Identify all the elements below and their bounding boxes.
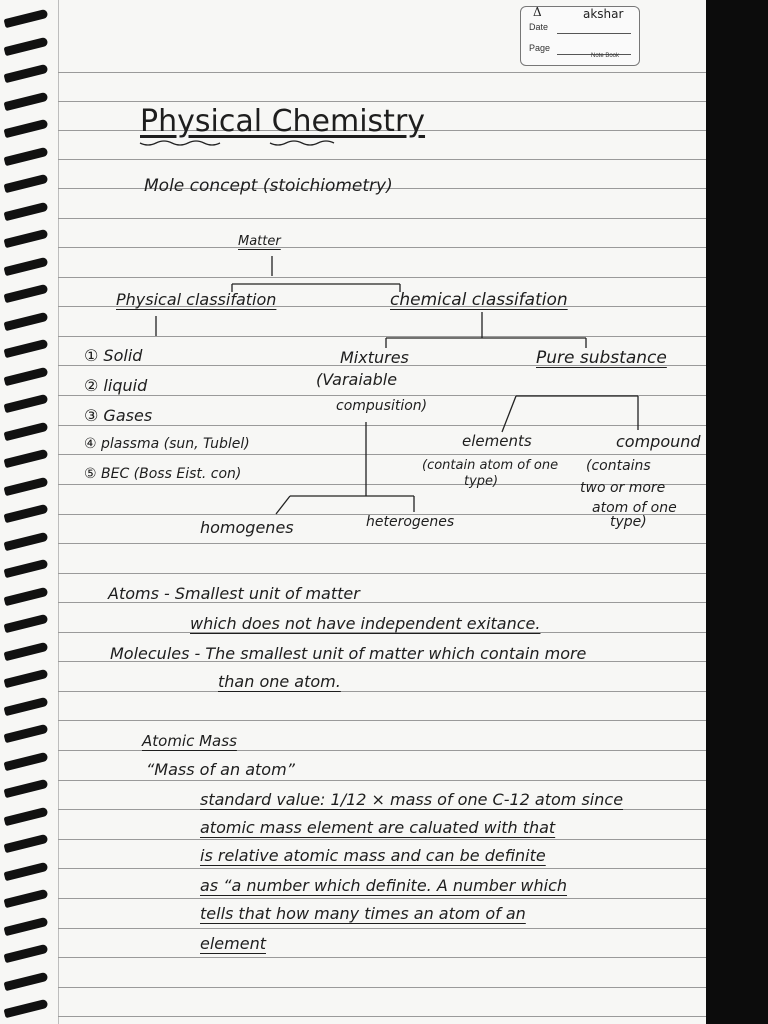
spiral-ring [4,586,49,605]
atoms-definition: Atoms - Smallest unit of matter [108,584,360,603]
state-item: ⑤ BEC (Boss Eist. con) [84,466,242,482]
mixtures-note: compusition) [336,398,428,414]
spiral-ring [4,421,49,440]
heterogenes-label: heterogenes [366,514,455,530]
physical-classification: Physical classifation [116,290,277,309]
spiral-ring [4,229,49,248]
chemical-classification: chemical classifation [390,290,568,310]
ruled-line [58,543,706,544]
spiral-ring [4,449,49,468]
atoms-definition-cont: which does not have independent exitance. [190,614,541,633]
ruled-line [58,218,706,219]
atomic-mass-line: element [200,934,266,953]
spiral-ring [4,724,49,743]
spiral-ring [4,366,49,385]
atomic-mass-line: tells that how many times an atom of an [200,904,526,923]
state-item: ③ Gases [84,406,153,425]
pure-substance-label: Pure substance [536,348,667,368]
page-edge-shadow [706,0,768,1024]
atomic-mass-line: atomic mass element are caluated with that [200,818,556,837]
notebook-label: Note Book [591,53,620,59]
spiral-ring [4,999,49,1018]
spiral-ring [4,64,49,83]
atomic-mass-line: standard value: 1/12 × mass of one C-12 atom since [200,790,624,809]
margin-line [58,0,59,1024]
spiral-ring [4,806,49,825]
spiral-ring [4,476,49,495]
ruled-line [58,425,706,426]
ruled-line [58,336,706,337]
spiral-ring [4,861,49,880]
ruled-line [58,839,706,840]
ruled-line [58,573,706,574]
spiral-ring [4,531,49,550]
spiral-ring [4,641,49,660]
spiral-ring [4,36,49,55]
spiral-binding [0,0,58,1024]
notebook-header [520,6,640,66]
spiral-ring [4,284,49,303]
spiral-ring [4,146,49,165]
subtitle: Mole concept (stoichiometry) [144,176,393,196]
mixtures-note: (Varaiable [316,370,398,389]
molecules-definition: Molecules - The smallest unit of matter which contain more [110,644,587,663]
ruled-line [58,277,706,278]
compound-note: type) [610,514,647,530]
spiral-ring [4,91,49,110]
elements-note: (contain atom of one [422,458,559,473]
molecules-definition-cont: than one atom. [218,672,341,691]
spiral-ring [4,614,49,633]
ruled-line [58,750,706,751]
spiral-ring [4,394,49,413]
brand-name: akshar [583,7,624,21]
ruled-line [58,1016,706,1017]
state-item: ④ plassma (sun, Tublel) [84,436,250,452]
spiral-ring [4,504,49,523]
ruled-line [58,159,706,160]
elements-label: elements [462,432,532,450]
spiral-ring [4,256,49,275]
compound-note: (contains [586,458,651,474]
spiral-ring [4,669,49,688]
atomic-mass-quote: “Mass of an atom” [146,760,295,779]
spiral-ring [4,971,49,990]
page-title: Physical Chemistry [140,104,426,139]
compound-note: two or more [580,480,666,496]
spiral-ring [4,779,49,798]
tree-root-matter: Matter [238,234,281,249]
ruled-line [58,898,706,899]
atomic-mass-line: is relative atomic mass and can be definite [200,846,546,865]
page-label: Page [529,43,551,53]
ruled-line [58,72,706,73]
mixtures-label: Mixtures [340,348,409,367]
ruled-line [58,395,706,396]
spiral-ring [4,944,49,963]
atomic-mass-heading: Atomic Mass [142,732,237,750]
ruled-line [58,928,706,929]
spiral-ring [4,916,49,935]
ruled-line [58,780,706,781]
spiral-ring [4,119,49,138]
ruled-line [58,868,706,869]
tree-line [502,396,516,432]
ruled-line [58,454,706,455]
tree-line [276,496,290,514]
date-line [557,33,631,34]
spiral-ring [4,751,49,770]
spiral-ring [4,889,49,908]
spiral-ring [4,311,49,330]
ruled-line [58,720,706,721]
state-item: ② liquid [84,376,148,395]
spiral-ring [4,339,49,358]
ruled-line [58,809,706,810]
ruled-line [58,101,706,102]
elements-note: type) [464,474,499,489]
atomic-mass-line: as “a number which definite. A number which [200,876,568,895]
title-underline [270,141,334,145]
akshar-logo-icon: Δ [533,5,542,19]
ruled-line [58,691,706,692]
ruled-line [58,987,706,988]
spiral-ring [4,834,49,853]
spiral-ring [4,696,49,715]
compound-note: atom of one [592,500,677,516]
ruled-line [58,247,706,248]
date-label: Date [529,22,549,32]
ruled-line [58,957,706,958]
spiral-ring [4,9,49,28]
spiral-ring [4,201,49,220]
spiral-ring [4,559,49,578]
compound-label: compound [616,432,701,451]
title-underline [140,141,220,145]
homogenes-label: homogenes [200,518,294,537]
state-item: ① Solid [84,346,143,365]
spiral-ring [4,174,49,193]
